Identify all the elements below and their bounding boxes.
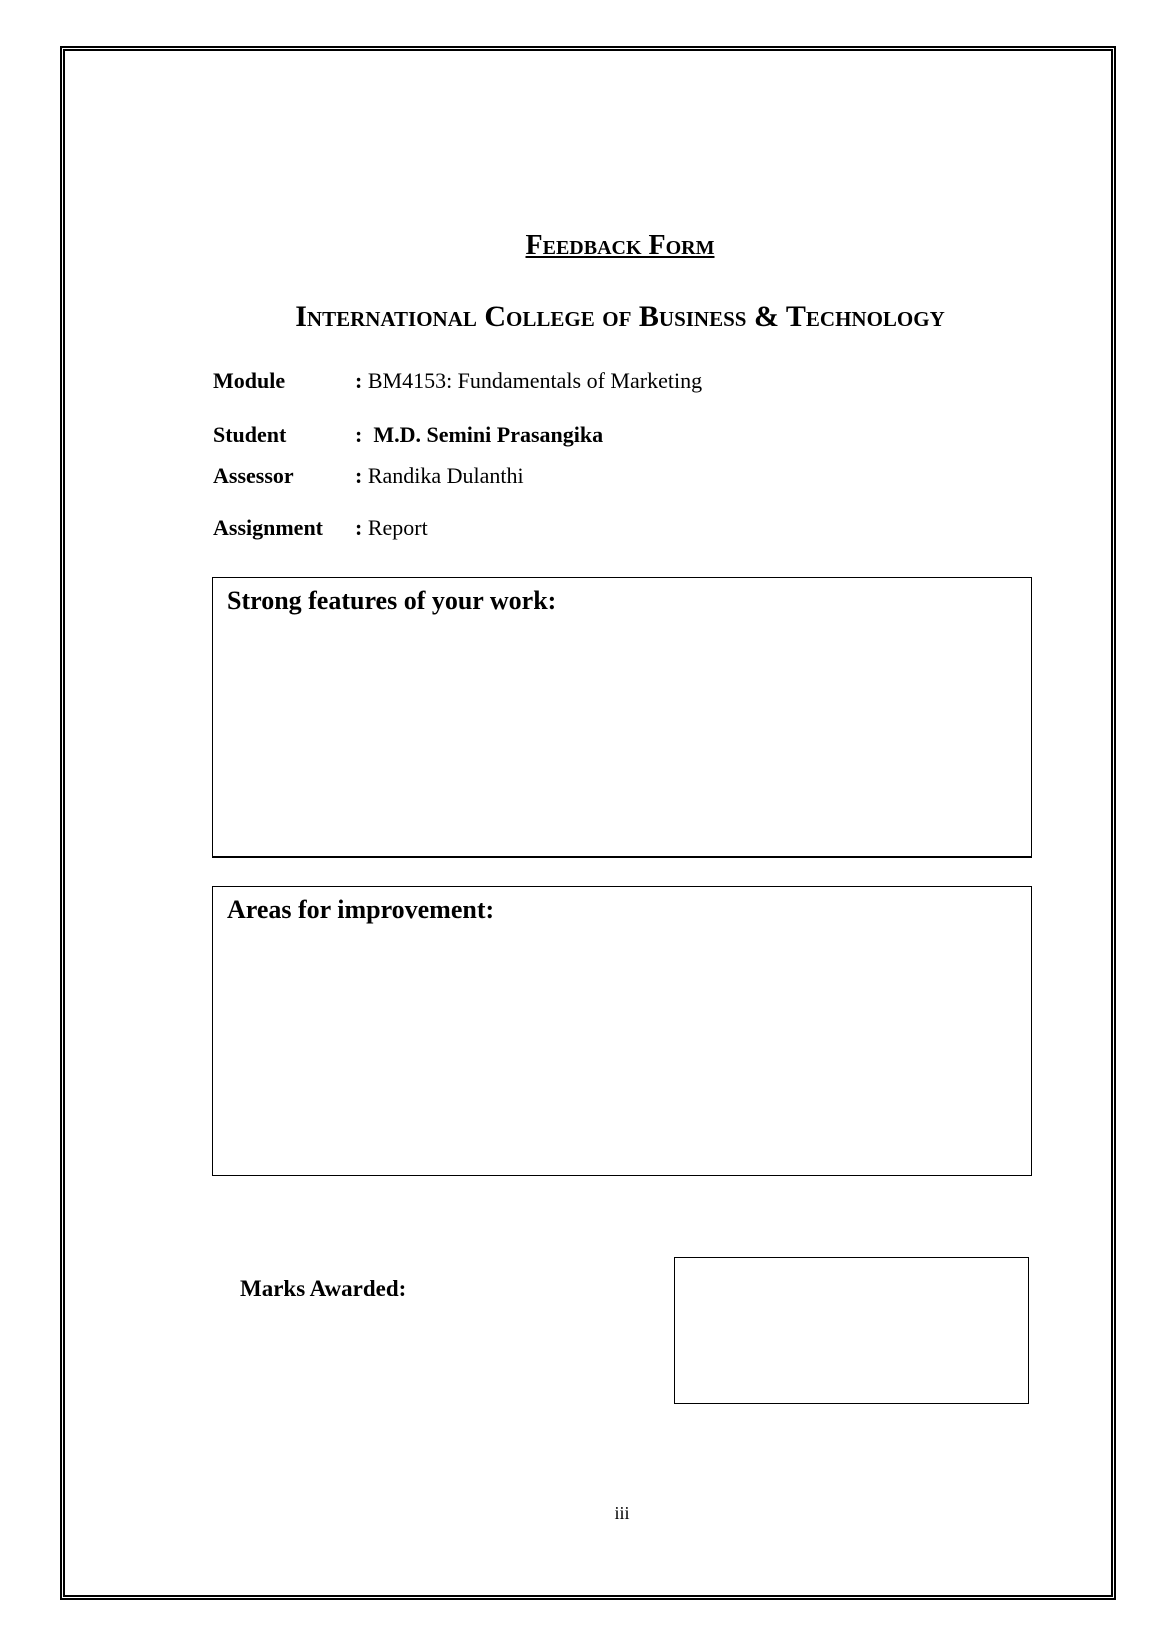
- student-label: Student: [213, 422, 287, 447]
- page-number: iii: [614, 1503, 630, 1523]
- module-colon: :: [355, 368, 363, 393]
- assessor-row: [213, 463, 524, 489]
- form-title: Feedback Form: [525, 230, 715, 261]
- module-label: Module: [213, 368, 286, 393]
- student-value: M.D. Semini Prasangika: [373, 422, 604, 447]
- module-value: BM4153: Fundamentals of Marketing: [367, 368, 703, 393]
- strong-features-box[interactable]: [212, 577, 1032, 858]
- assignment-value: Report: [367, 515, 428, 540]
- assignment-row: [213, 515, 428, 541]
- marks-awarded-box[interactable]: [674, 1257, 1029, 1404]
- strong-features-heading: Strong features of your work:: [227, 586, 557, 615]
- college-name: International College of Business & Technology: [295, 300, 945, 333]
- student-row: [213, 422, 603, 448]
- assignment-colon: :: [355, 515, 363, 540]
- assignment-label: Assignment: [213, 515, 324, 540]
- improvement-heading: Areas for improvement:: [227, 895, 495, 924]
- improvement-box[interactable]: [212, 886, 1032, 1176]
- student-colon: :: [355, 422, 363, 447]
- marks-awarded-label: Marks Awarded:: [240, 1276, 407, 1301]
- module-row: [213, 368, 702, 394]
- assessor-label: Assessor: [213, 463, 294, 488]
- assessor-colon: :: [355, 463, 363, 488]
- assessor-value: Randika Dulanthi: [367, 463, 524, 488]
